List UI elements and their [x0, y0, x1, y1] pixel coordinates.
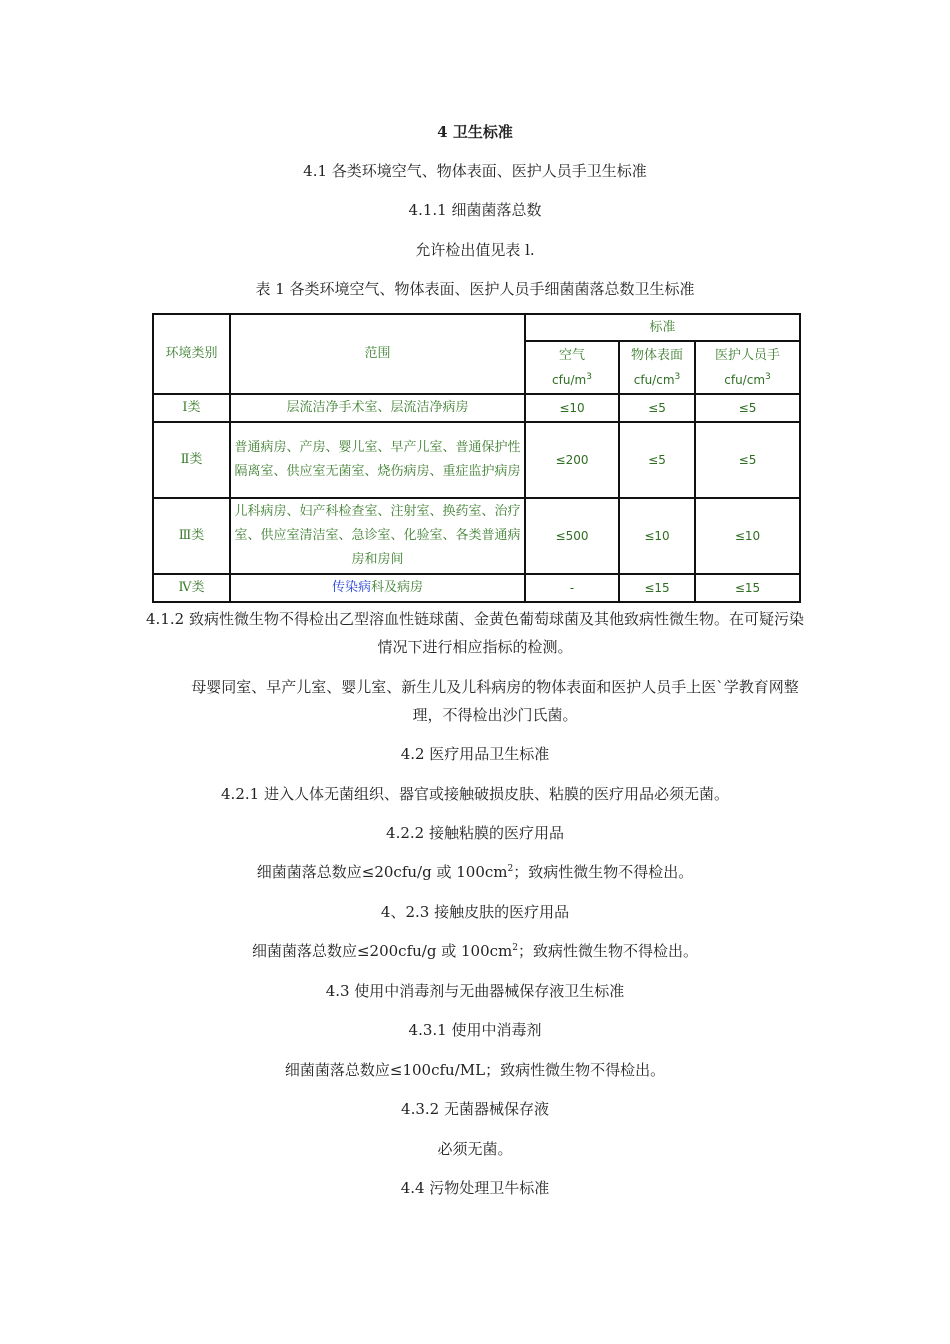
- heading-4-1: 4.1 各类环境空气、物体表面、医护人员手卫生标准: [303, 162, 647, 180]
- row-scope: [230, 574, 525, 602]
- paragraph-4-2-1: 4.2.1 进入人体无菌组织、器官或接触破损皮肤、粘膜的医疗用品必须无菌。: [221, 785, 729, 803]
- row-hand: ≤5: [695, 422, 800, 498]
- allow-paragraph: 允许检出值见表 l.: [415, 241, 535, 259]
- row-scope: 儿科病房、妇产科检查室、注射室、换药室、治疗室、供应室清洁室、急诊室、化验室、各类普通病房和房间: [230, 498, 525, 574]
- row-env: Ⅰ类: [153, 394, 230, 422]
- scope-link[interactable]: 传染病: [331, 580, 371, 595]
- row-env: Ⅱ类: [153, 422, 230, 498]
- row-env: Ⅳ类: [153, 574, 230, 602]
- paragraph-4-1-2: 4.1.2 致病性微生物不得检出乙型溶血性链球菌、金黄色葡萄球菌及其他致病性微生物。在可疑污染情况下进行相应指标的检测。: [146, 610, 804, 656]
- heading-4-1-1: 4.1.1 细菌菌落总数: [408, 201, 542, 219]
- row-env: Ⅲ类: [153, 498, 230, 574]
- header-scope: 范围: [230, 314, 525, 394]
- heading-4-2-2: 4.2.2 接触粘膜的医疗用品: [386, 824, 564, 842]
- table-caption: 表 1 各类环境空气、物体表面、医护人员手细菌菌落总数卫生标准: [255, 280, 695, 298]
- row-air: ≤10: [525, 394, 619, 422]
- scope-rest: 科及病房: [371, 580, 424, 595]
- header-air: [525, 341, 619, 394]
- heading-4-3-1: 4.3.1 使用中消毒剂: [408, 1021, 542, 1039]
- row-surface: ≤15: [619, 574, 695, 602]
- header-surface-unit: cfu/$cm^3$: [633, 371, 681, 387]
- table-row: [153, 498, 800, 574]
- row-scope: 普通病房、产房、婴儿室、早产儿室、普通保护性隔离室、供应室无菌室、烧伤病房、重症监护病房: [230, 422, 525, 498]
- table-row: [153, 394, 800, 422]
- row-air: -: [525, 574, 619, 602]
- row-hand: ≤15: [695, 574, 800, 602]
- paragraph-muying: 母婴同室、早产儿室、婴儿室、新生儿及儿科病房的物体表面和医护人员手上医`学教育网整理，不得检出沙门氏菌。: [191, 678, 799, 724]
- hygiene-standard-table: [152, 313, 801, 603]
- row-hand: ≤10: [695, 498, 800, 574]
- section-title: 4 卫生标准: [437, 123, 513, 141]
- header-air-label: 空气: [558, 347, 585, 363]
- heading-4-3: 4.3 使用中消毒剂与无曲器械保存液卫生标准: [325, 982, 625, 1000]
- header-hand-label: 医护人员手: [714, 347, 780, 363]
- heading-4-4: 4.4 污物处理卫牛标准: [400, 1179, 550, 1197]
- table-row: [153, 422, 800, 498]
- heading-4-2-3: 4、2.3 接触皮肤的医疗用品: [380, 903, 570, 921]
- row-air: ≤200: [525, 422, 619, 498]
- header-air-unit: cfu/$m^3$: [552, 371, 592, 387]
- header-surface: [619, 341, 695, 394]
- table-row: [153, 574, 800, 602]
- row-air: ≤500: [525, 498, 619, 574]
- row-hand: ≤5: [695, 394, 800, 422]
- header-env-category: 环境类别: [153, 314, 230, 394]
- row-surface: ≤5: [619, 422, 695, 498]
- row-surface: ≤5: [619, 394, 695, 422]
- header-standard: 标准: [525, 314, 800, 341]
- heading-4-3-2: 4.3.2 无菌器械保存液: [401, 1100, 549, 1118]
- paragraph-4-3-2: 必须无菌。: [437, 1140, 513, 1158]
- paragraph-4-3-1: 细菌菌落总数应≤100cfu/ML；致病性微生物不得检出。: [284, 1061, 666, 1079]
- heading-4-2: 4.2 医疗用品卫生标准: [400, 745, 550, 763]
- header-hand-unit: cfu/$cm^3$: [724, 371, 771, 387]
- paragraph-4-2-2: 细菌菌落总数应≤20cfu/g 或 $100cm^2$；致病性微生物不得检出。: [256, 863, 694, 881]
- header-hand: [695, 341, 800, 394]
- paragraph-4-2-3: 细菌菌落总数应≤200cfu/g 或 $100cm^2$；致病性微生物不得检出。: [251, 942, 698, 960]
- row-surface: ≤10: [619, 498, 695, 574]
- header-surface-label: 物体表面: [630, 347, 683, 363]
- row-scope: 层流洁净手术室、层流洁净病房: [230, 394, 525, 422]
